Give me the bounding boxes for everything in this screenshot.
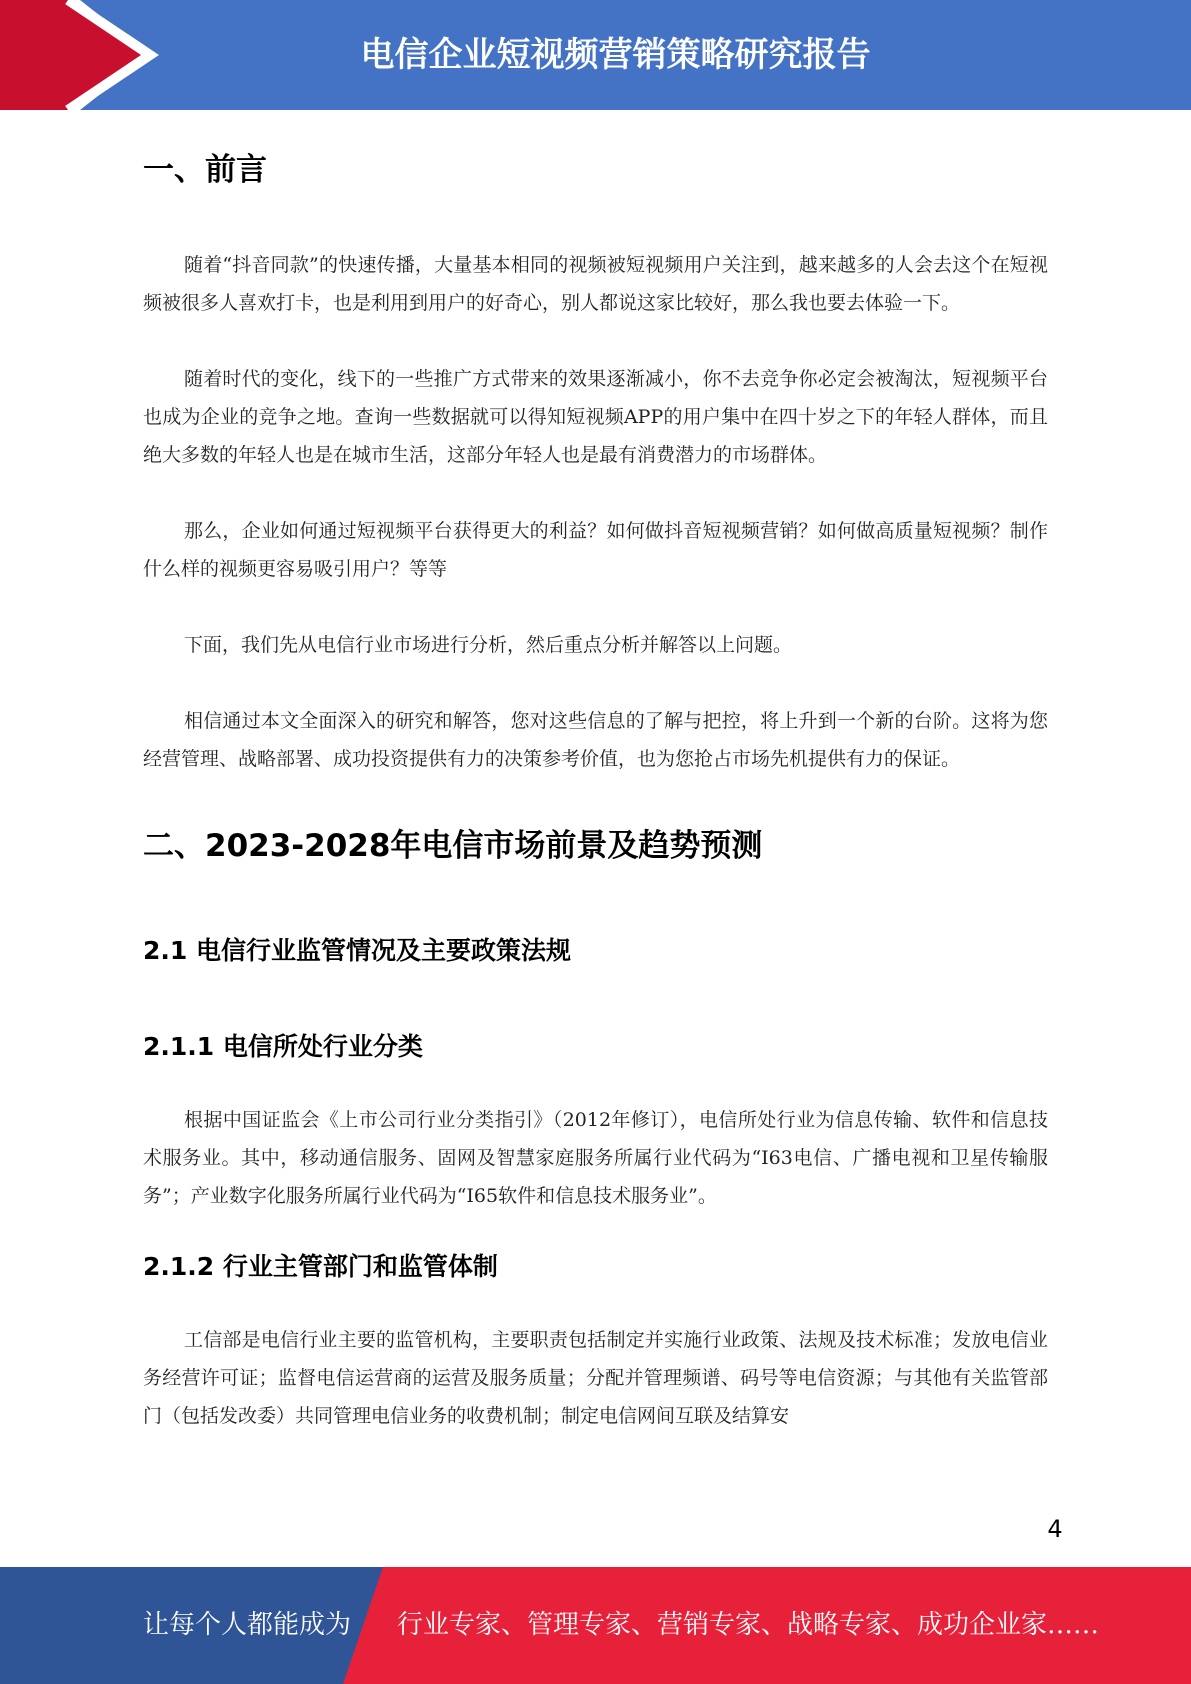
page-number: 4 (1047, 1515, 1063, 1543)
footer-slogan-right: 行业专家、管理专家、营销专家、战略专家、成功企业家…… (397, 1610, 1100, 1640)
section-1-paragraph-4: 下面，我们先从电信行业市场进行分析，然后重点分析并解答以上问题。 (184, 634, 793, 656)
section-2-1-heading: 2.1 电信行业监管情况及主要政策法规 (143, 936, 571, 965)
section-1-paragraph-2: 随着时代的变化，线下的一些推广方式带来的效果逐渐减小，你不去竞争你必定会被淘汰，短视频平台也成为企业的竞争之地。查询一些数据就可以得知短视频APP的用户集中在四十岁之下的年轻人群体，而且绝大多数的年轻人也是在城市生活，这部分年轻人也是最有消费潜力的市场群体。 (143, 368, 1048, 466)
report-title: 电信企业短视频营销策略研究报告 (360, 35, 871, 75)
section-2-1-1-heading: 2.1.1 电信所处行业分类 (143, 1032, 423, 1061)
page-header (0, 0, 1191, 110)
section-1-heading: 一、前言 (143, 152, 267, 188)
footer-slogan-left: 让每个人都能成为 (143, 1610, 352, 1640)
section-2-1-2-paragraph: 工信部是电信行业主要的监管机构，主要职责包括制定并实施行业政策、法规及技术标准；发放电信业务经营许可证；监督电信运营商的运营及服务质量；分配并管理频谱、码号等电信资源；与其他有关监管部门（包括发改委）共同管理电信业务的收费机制；制定电信网间互联及结算安 (143, 1329, 1048, 1427)
page-footer (0, 1567, 1191, 1684)
section-2-heading: 二、2023-2028年电信市场前景及趋势预测 (143, 828, 763, 864)
section-1-paragraph-3: 那么，企业如何通过短视频平台获得更大的利益？如何做抖音短视频营销？如何做高质量短视频？制作什么样的视频更容易吸引用户？等等 (143, 520, 1048, 580)
page-content (143, 130, 1048, 1435)
section-2-1-1-paragraph: 根据中国证监会《上市公司行业分类指引》（2012年修订），电信所处行业为信息传输、软件和信息技术服务业。其中，移动通信服务、固网及智慧家庭服务所属行业代码为“I63电信、广播电视和卫星传输服务”；产业数字化服务所属行业代码为“I65软件和信息技术服务业”。 (143, 1109, 1048, 1207)
section-1-paragraph-1: 随着“抖音同款”的快速传播，大量基本相同的视频被短视频用户关注到，越来越多的人会去这个在短视频被很多人喜欢打卡，也是利用到用户的好奇心，别人都说这家比较好，那么我也要去体验一下。 (143, 254, 1048, 314)
section-1-paragraph-5: 相信通过本文全面深入的研究和解答，您对这些信息的了解与把控，将上升到一个新的台阶。这将为您经营管理、战略部署、成功投资提供有力的决策参考价值，也为您抢占市场先机提供有力的保证。 (143, 710, 1048, 770)
section-2-1-2-heading: 2.1.2 行业主管部门和监管体制 (143, 1252, 498, 1281)
